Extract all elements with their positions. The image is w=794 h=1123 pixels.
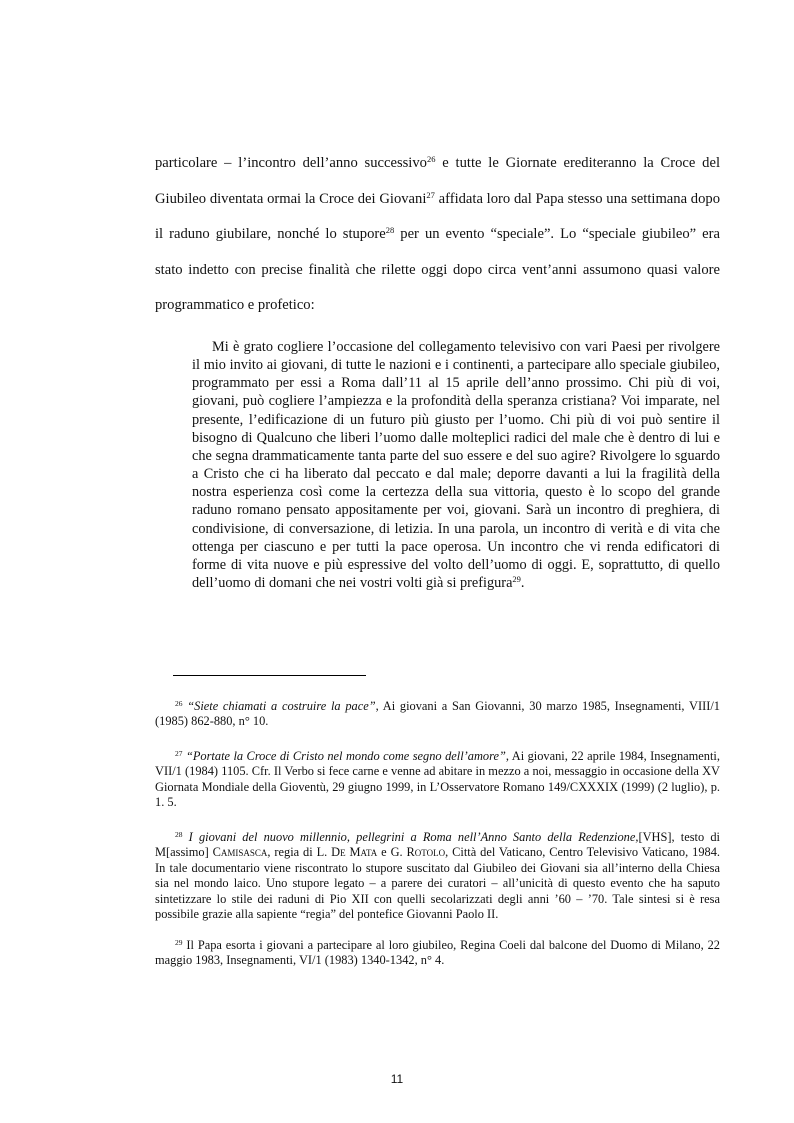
block-quote	[192, 338, 720, 592]
footnote-26	[155, 699, 720, 730]
footnote-number: 26	[175, 699, 183, 708]
footnote-number: 29	[175, 938, 183, 947]
footnote-text: , Ai giovani a San Giovanni, 30 marzo 1985, Insegnamenti, VIII/1 (1985) 862-880, n° 10.	[155, 699, 720, 729]
footnote-number: 27	[175, 749, 183, 758]
body-text-segment: e tutte le Giornate erediteranno la Croce del Giubileo diventata ormai la Croce dei Giovani	[155, 155, 721, 207]
footnote-text: Il Papa esorta i giovani a partecipare al loro giubileo, Regina Coeli dal balcone del Duomo di Milano, 22 maggio 1983, Insegnamenti, VI/1 (1983) 1340-1342, n° 4.	[155, 938, 720, 968]
footnote-ref-29[interactable]: 29	[512, 574, 521, 585]
page-number: 11	[390, 1072, 404, 1086]
footnote-text: [VHS], testo di M[assimo]	[155, 830, 720, 860]
footnote-separator	[173, 675, 366, 676]
author-name: Camisasca	[212, 845, 268, 860]
footnote-ref-28[interactable]: 28	[385, 225, 395, 235]
footnote-number: 28	[175, 830, 183, 839]
footnote-ref-27[interactable]: 27	[426, 189, 435, 200]
footnote-text: , Ai giovani, 22 aprile 1984, Insegnamenti, VII/1 (1984) 1105. Cfr. Il Verbo si fece carne e venne ad abitare in mezzo a noi, messaggio in occasione della XV Giornata Mondiale della Gioventù, 29 giugno 1999, in L’Osservatore Romano 149/CXXXIX (1999) (2 luglio), p. 1. 5.	[155, 749, 720, 810]
body-text-segment: particolare – l’incontro dell’anno successivo	[155, 155, 427, 171]
body-text-segment: per un evento “speciale”. Lo “speciale giubileo” era stato indetto con precise finalità che rilette oggi dopo circa vent’anni assumono quasi valore programmatico e profetico:	[155, 226, 720, 313]
quote-end: .	[520, 575, 525, 592]
author-name: Rotolo	[406, 845, 446, 860]
footnote-text: , regia di L.	[267, 845, 332, 860]
footnote-27	[155, 749, 720, 811]
footnote-title: I giovani del nuovo millennio, pellegrini a Roma nell’Anno Santo della Redenzione,	[188, 830, 639, 844]
quote-text: Mi è grato cogliere l’occasione del collegamento televisivo con vari Paesi per rivolgere il mio invito ai giovani, di tutte le nazioni e i continenti, a partecipare allo speciale giubileo, programmato per essi a Roma dall’11 al 15 aprile dell’anno prossimo. Chi più di voi, giovani, può cogliere l’ampiezza e la profondità della speranza cristiana? Voi imparate, nel presente, l’edificazione di un futuro più giusto per l’uomo. Chi più di voi può sentire il bisogno di Qualcuno che liberi l’uomo dalle molteplici radici del male che è dentro di lui e che segna drammaticamente tanta parte del suo essere e del suo agire? Rivolgere lo sguardo a Cristo che ci ha liberato dal peccato e dal male; deporre davanti a lui la fragilità della nostra esperienza così come la certezza della sua vittoria, questo è lo scopo del grande raduno romano pensato appositamente per voi, giovani. Sarà un incontro di preghiera, di condivisione, di conversazione, di letizia. In una parola, un incontro di verità e di vita che ottenga per ciascuno e per tutti la pace operosa. Un incontro che vi renda edificatori di forme di vita nuove e più espressive del volto dell’uomo di oggi. E, soprattutto, di quello dell’uomo di domani che nei vostri volti già si prefigura	[192, 339, 720, 592]
author-name: De Mata	[331, 845, 378, 860]
footnote-title: “Portate la Croce di Cristo nel mondo come segno dell’amore”	[185, 749, 506, 763]
footnote-text: e G.	[377, 845, 407, 860]
footnote-ref-26[interactable]: 26	[426, 154, 436, 164]
body-text-segment: affidata loro dal Papa stesso una settimana dopo il raduno giubilare, nonché lo stupore	[155, 190, 720, 242]
body-paragraph	[155, 146, 720, 324]
footnote-title: “Siete chiamati a costruire la pace”	[187, 699, 376, 713]
footnote-text: , Città del Vaticano, Centro Televisivo Vaticano, 1984. In tale documentario viene riscontrato lo stupore suscitato dal Giubileo dei Giovani sia all’interno della Chiesa sia nel mondo laico. Uno stupore legato – a parere dei curatori – all’unicità di questo evento che ha saputo sintetizzare lo stile dei raduni di Pio XII con quelli secolarizzati degli anni ’60 – ’70. Tale sintesi si è resa possibile grazie alla sapiente “regia” del pontefice Giovanni Paolo II.	[155, 845, 721, 922]
footnote-28	[155, 830, 720, 922]
footnote-29	[155, 938, 720, 969]
